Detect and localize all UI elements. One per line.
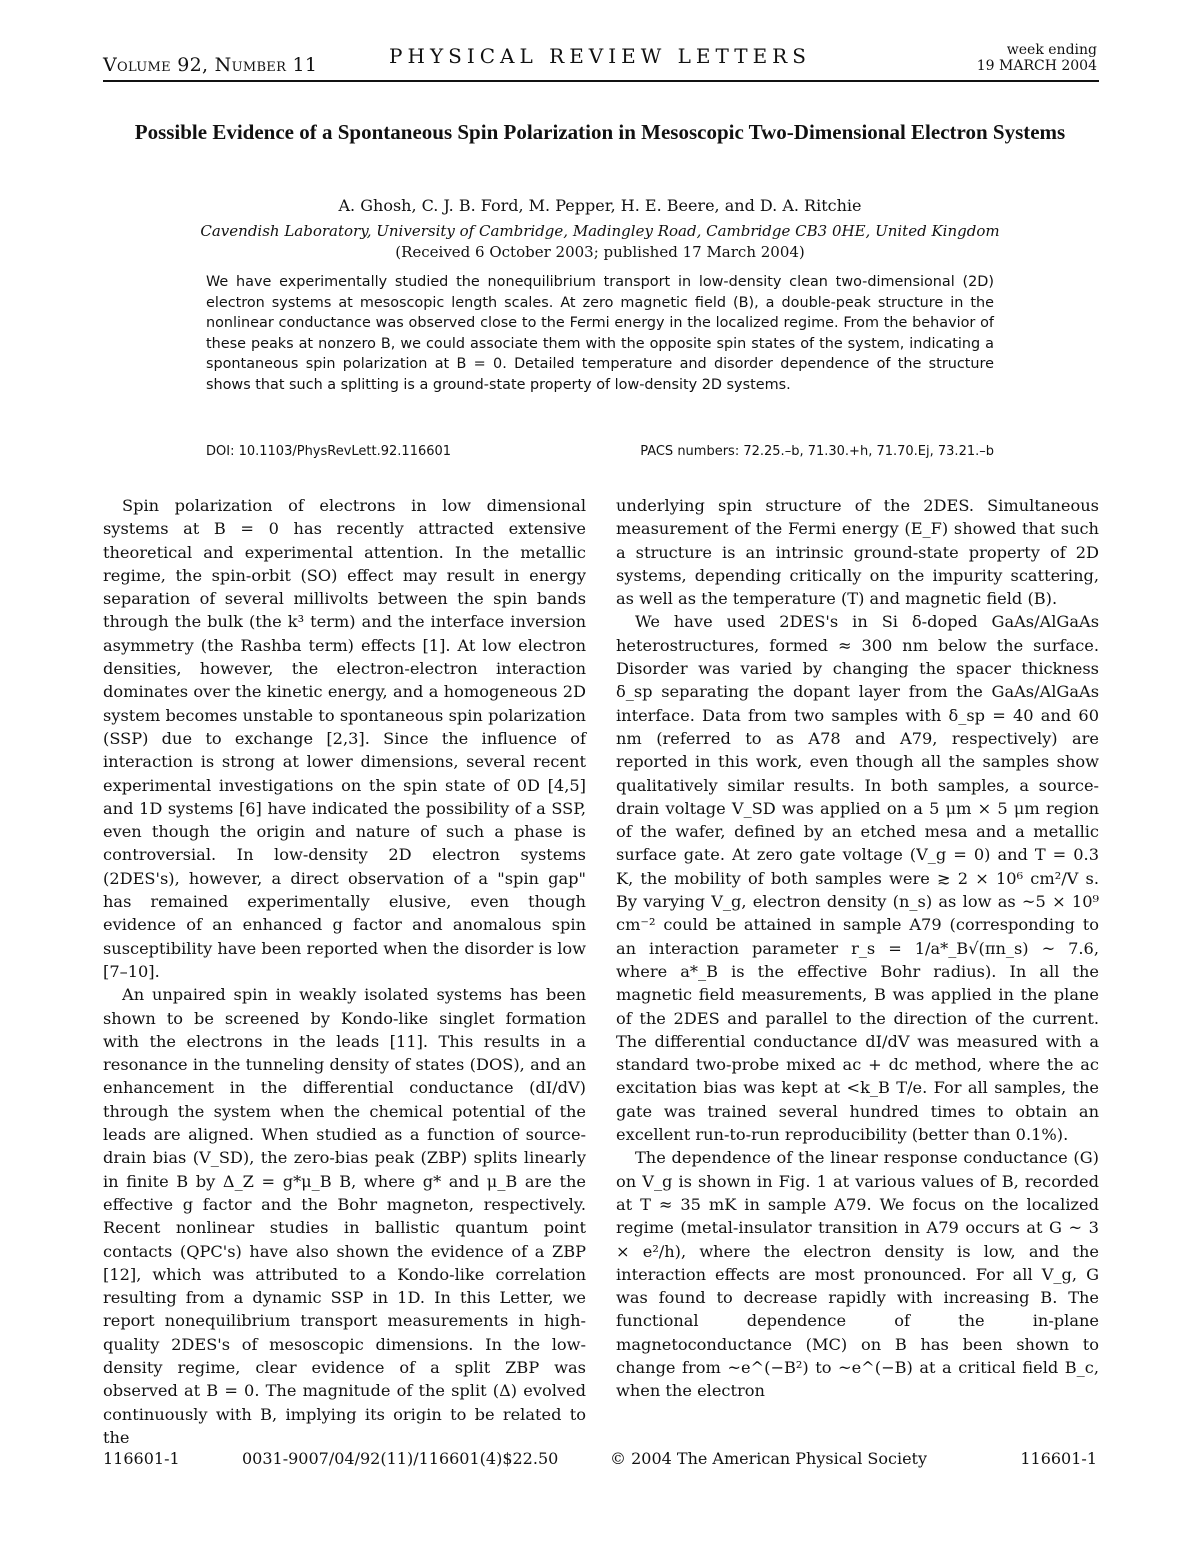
doi[interactable]: DOI: 10.1103/PhysRevLett.92.116601 [206,444,452,459]
body-column-right [616,494,1099,1403]
affiliation: Cavendish Laboratory, University of Cambridge, Madingley Road, Cambridge CB3 0HE, United Kingdom [200,222,1000,240]
page-number-left: 116601-1 [103,1449,180,1468]
article-code: 0031-9007/04/92(11)/116601(4)$22.50 [242,1449,559,1468]
body-column-left [103,494,586,1449]
body-paragraph: Spin polarization of electrons in low dimensional systems at B = 0 has recently attracted extensive theoretical and experimental attention. In the metallic regime, the spin-orbit (SO) effect may result in energy separation of several millivolts between the spin bands through the bulk (the k³ term) and the interface inversion asymmetry (the Rashba term) effects [1]. At low electron densities, however, the electron-electron interaction dominates over the kinetic energy, and a homogeneous 2D system becomes unstable to spontaneous spin polarization (SSP) due to exchange [2,3]. Since the influence of interaction is strong at lower dimensions, several recent experimental investigations on the spin state of 0D [4,5] and 1D systems [6] have indicated the possibility of a SSP, even though the origin and nature of such a phase is controversial. In low-density 2D electron systems (2DES's), however, a direct observation of a "spin gap" has remained experimentally elusive, even though evidence of an enhanced g factor and anomalous spin susceptibility have been reported when the disorder is low [7–10]. [103,496,586,981]
volume-number: Volume 92, Number 11 [103,54,318,76]
copyright: © 2004 The American Physical Society [610,1449,928,1468]
page-number-right: 116601-1 [1020,1449,1097,1468]
received-dates: (Received 6 October 2003; published 17 March 2004) [395,243,805,261]
header-rule [103,80,1099,82]
body-paragraph: We have used 2DES's in Si δ-doped GaAs/AlGaAs heterostructures, formed ≈ 300 nm below the surface. Disorder was varied by changing the spacer thickness δ_sp separating the dopant layer from the GaAs/AlGaAs interface. Data from two samples with δ_sp = 40 and 60 nm (referred to as A78 and A79, respectively) are reported in this work, even though all the samples show qualitatively similar results. In both samples, a source-drain voltage V_SD was applied on a 5 μm × 5 μm region of the wafer, defined by an etched mesa and a metallic surface gate. At zero gate voltage (V_g = 0) and T = 0.3 K, the mobility of both samples were ≳ 2 × 10⁶ cm²/V s. By varying V_g, electron density (n_s) as low as ~5 × 10⁹ cm⁻² could be attained in sample A79 (corresponding to an interaction parameter r_s = 1/a*_B√(πn_s) ~ 7.6, where a*_B is the effective Bohr radius). In all the magnetic field measurements, B was applied in the plane of the 2DES and parallel to the direction of the current. The differential conductance dI/dV was measured with a standard two-probe mixed ac + dc method, where the ac excitation bias was kept at <k_B T/e. For all samples, the gate was trained several hundred times to obtain an excellent run-to-run reproducibility (better than 0.1%). [616,612,1099,1145]
pacs-numbers: PACS numbers: 72.25.–b, 71.30.+h, 71.70.Ej, 73.21.–b [640,444,994,459]
issue-date [977,42,1097,74]
journal-name: PHYSICAL REVIEW LETTERS [389,44,811,68]
body-paragraph: An unpaired spin in weakly isolated systems has been shown to be screened by Kondo-like singlet formation with the electrons in the leads [11]. This results in a resonance in the tunneling density of states (DOS), and an enhancement in the differential conductance (dI/dV) through the system when the chemical potential of the leads are aligned. When studied as a function of source-drain bias (V_SD), the zero-bias peak (ZBP) splits linearly in finite B by Δ_Z = g*μ_B B, where g* and μ_B are the effective g factor and the Bohr magneton, respectively. Recent nonlinear studies in ballistic quantum point contacts (QPC's) have also shown the evidence of a ZBP [12], which was attributed to a Kondo-like correlation resulting from a dynamic SSP in 1D. In this Letter, we report nonequilibrium transport measurements in high-quality 2DES's of mesoscopic dimensions. In the low-density regime, clear evidence of a split ZBP was observed at B = 0. The magnitude of the split (Δ) evolved continuously with B, implying its origin to be related to the [103,985,586,1447]
body-paragraph: The dependence of the linear response conductance (G) on V_g is shown in Fig. 1 at various values of B, recorded at T ≈ 35 mK in sample A79. We focus on the localized regime (metal-insulator transition in A79 occurs at G ~ 3 × e²/h), where the electron density is low, and the interaction effects are most pronounced. For all V_g, G was found to decrease rapidly with increasing B. The functional dependence of the in-plane magnetoconductance (MC) on B has been shown to change from ~e^(−B²) to ~e^(−B) at a critical field B_c, when the electron [616,1148,1099,1401]
abstract: We have experimentally studied the nonequilibrium transport in low-density clean two-dimensional (2D) electron systems at mesoscopic length scales. At zero magnetic field (B), a double-peak structure in the nonlinear conductance was observed close to the Fermi energy in the localized regime. From the behavior of these peaks at nonzero B, we could associate them with the opposite spin states of the system, indicating a spontaneous spin polarization at B = 0. Detailed temperature and disorder dependence of the structure shows that such a splitting is a ground-state property of low-density 2D systems. [206,274,994,393]
body-paragraph: underlying spin structure of the 2DES. Simultaneous measurement of the Fermi energy (E_F) showed that such a structure is an intrinsic ground-state property of 2D systems, depending critically on the impurity scattering, as well as the temperature (T) and magnetic field (B). [616,496,1099,609]
author-list: A. Ghosh, C. J. B. Ford, M. Pepper, H. E. Beere, and D. A. Ritchie [338,196,862,215]
article-title: Possible Evidence of a Spontaneous Spin Polarization in Mesoscopic Two-Dimensional Electron Systems [134,120,1066,144]
week-ending-label: week ending [1006,42,1097,58]
issue-date-value: 19 MARCH 2004 [976,58,1097,74]
